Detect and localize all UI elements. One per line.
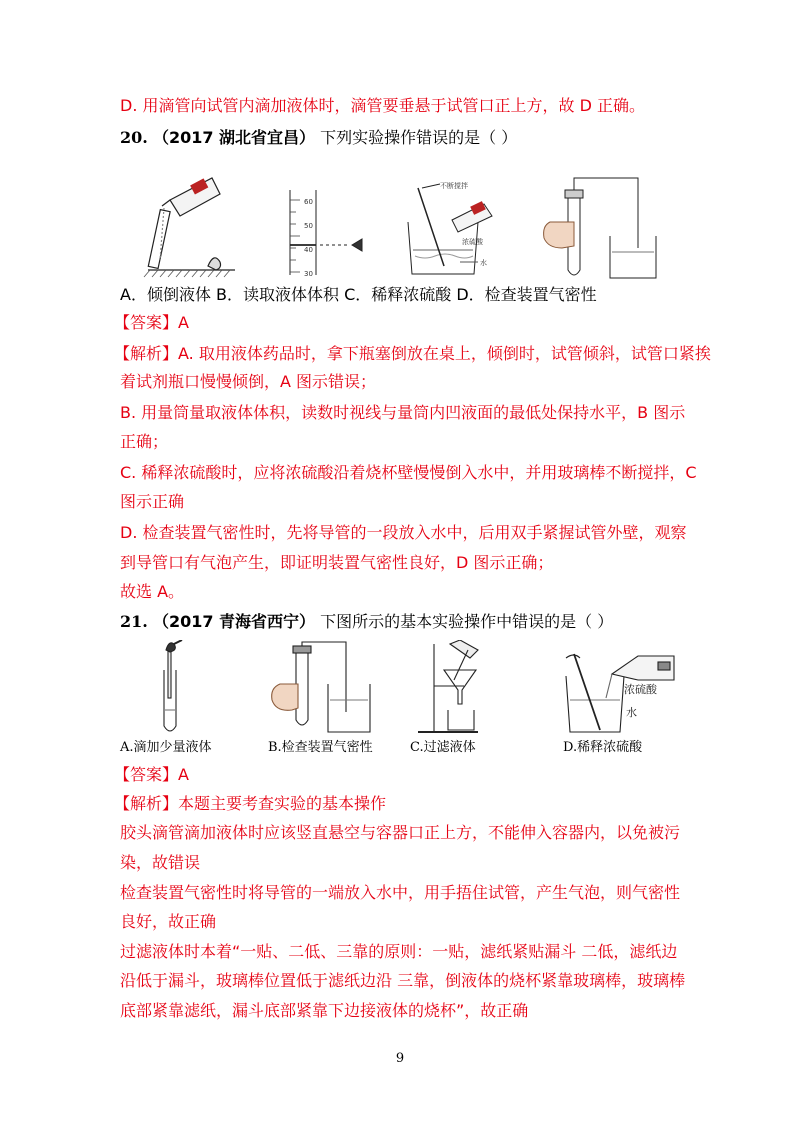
question-20-header [120,127,517,149]
question-number: 21. [120,612,148,631]
caption-c: C.过滤液体 [410,740,476,755]
analysis-21-line-3: 染，故错误 [120,853,201,872]
analysis-20-line-4: 正确； [120,432,169,451]
analysis-21-line-6: 过滤液体时本着“一贴、二低、三靠的原则：一贴，滤纸紧贴漏斗 二低，滤纸边 [120,942,678,961]
scale-50: 50 [304,222,313,230]
question-source: （2017 湖北省宜昌） [152,128,316,147]
label-water: 水 [626,706,637,719]
figure-b-cylinder [290,190,362,275]
analysis-21-line-7: 沿低于漏斗，玻璃棒位置低于滤纸边沿 三靠，倒液体的烧杯紧靠玻璃棒，玻璃棒 [120,971,686,990]
figure-d-dilution [566,654,674,732]
label-water: 水 [480,259,487,267]
question-source: （2017 青海省西宁） [152,612,316,631]
analysis-21-line-4: 检查装置气密性时将导管的一端放入水中，用手捂住试管，产生气泡，则气密性 [120,883,681,902]
question-number: 20. [120,128,148,147]
analysis-20-line-8: 到导管口有气泡产生，即证明装置气密性良好，D 图示正确； [120,553,554,572]
figure-a-pouring [144,178,235,277]
question-21-header [120,611,613,633]
scale-60: 60 [304,198,313,206]
analysis-21-line-2: 胶头滴管滴加液体时应该竖直悬空与容器口正上方，不能伸入容器内，以免被污 [120,823,681,842]
answer-21: 【答案】A [114,765,189,784]
analysis-20-line-1: 【解析】A. 取用液体药品时，拿下瓶塞倒放在桌上，倾倒时，试管倾斜，试管口紧挨 [114,344,711,363]
analysis-20-line-6: 图示正确 [120,492,185,511]
analysis-20-line-2: 着试剂瓶口慢慢倾倒，A 图示错误； [120,372,377,391]
analysis-21-line-8: 底部紧靠滤纸，漏斗底部紧靠下边接液体的烧杯”，故正确 [120,1001,529,1020]
label-glass-rod: 不断搅拌 [440,182,468,190]
prev-answer-line: D. 用滴管向试管内滴加液体时，滴管要垂悬于试管口正上方，故 D 正确。 [120,96,645,115]
question-stem: 下列实验操作错误的是（ ） [320,128,518,147]
scale-30: 30 [304,270,313,278]
analysis-20-line-3: B. 用量筒量取液体体积，读数时视线与量筒内凹液面的最低处保持水平，B 图示 [120,403,686,422]
question-21-figures [118,640,678,738]
page-number: 9 [395,1051,405,1066]
analysis-20-line-7: D. 检查装置气密性时，先将导管的一段放入水中，后用双手紧握试管外壁，观察 [120,523,687,542]
question-20-options: A．倾倒液体 B．读取液体体积 C．稀释浓硫酸 D．检查装置气密性 [120,285,597,304]
scale-40: 40 [304,246,313,254]
label-conc-acid: 浓硫酸 [624,683,657,696]
analysis-21-line-1: 【解析】本题主要考查实验的基本操作 [114,794,387,813]
figure-c-filter [418,640,478,732]
figure-a-dropper [164,640,182,731]
figure-b-airtight [272,642,370,732]
analysis-21-line-5: 良好，故正确 [120,912,217,931]
caption-a: A.滴加少量液体 [120,740,212,755]
analysis-20-line-5: C. 稀释浓硫酸时，应将浓硫酸沿着烧杯壁慢慢倒入水中，并用玻璃棒不断搅拌，C [120,463,697,482]
caption-d: D.稀释浓硫酸 [563,740,643,755]
analysis-20-line-9: 故选 A。 [120,582,185,601]
question-stem: 下图所示的基本实验操作中错误的是（ ） [320,612,614,631]
answer-20: 【答案】A [114,313,189,332]
label-conc-acid: 浓硫酸 [462,238,483,246]
figure-d-airtight [544,178,656,278]
caption-b: B.检查装置气密性 [268,740,373,755]
question-20-figures [140,170,660,282]
